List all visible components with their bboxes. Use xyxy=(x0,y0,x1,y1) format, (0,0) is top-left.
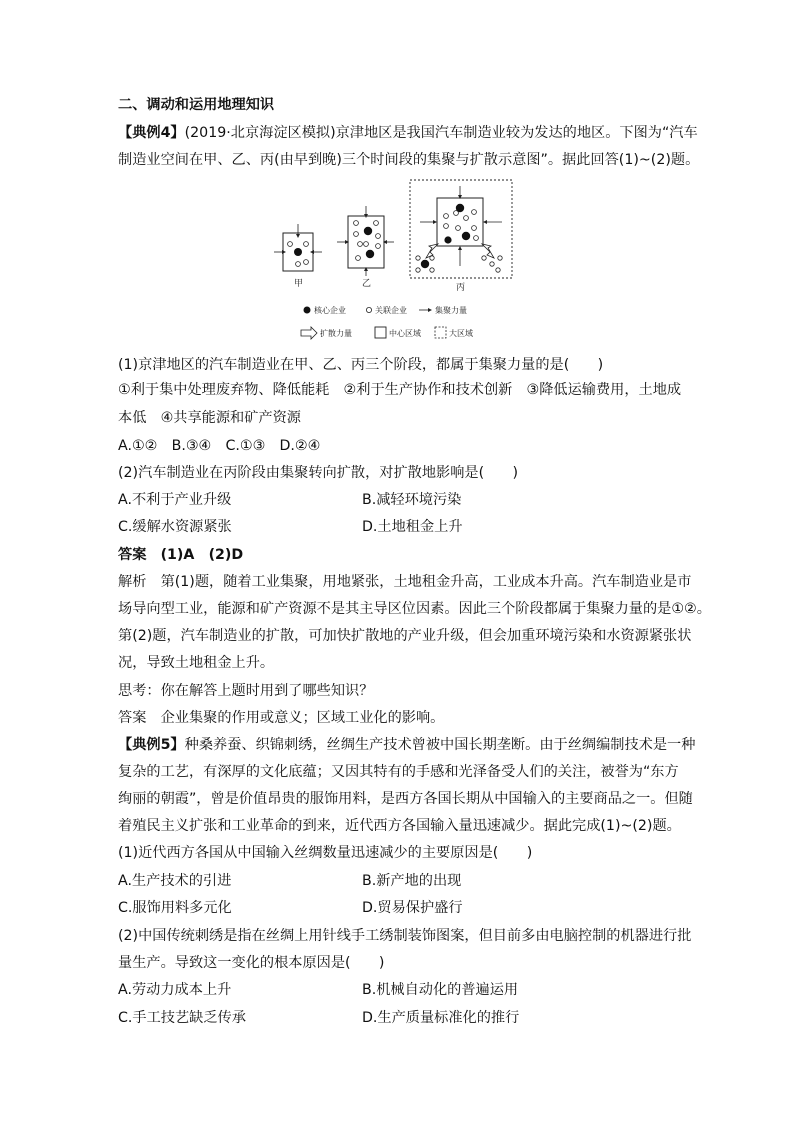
example5-question1: (1)近代西方各国从中国输入丝绸数量迅速减少的主要原因是( ) xyxy=(118,845,533,861)
example5-q1-option-a: A.生产技术的引进 xyxy=(118,873,232,889)
example5-line2: 复杂的工艺，有深厚的文化底蕴；又因其特有的手感和光泽备受人们的关注，被誉为“东方 xyxy=(118,764,679,780)
stage-label-bing: 丙 xyxy=(456,283,466,293)
example5-q2-option-d: D.生产质量标准化的推行 xyxy=(362,1010,520,1026)
stage-bing xyxy=(410,180,512,293)
think-answer: 答案 企业集聚的作用或意义；区域工业化的影响。 xyxy=(118,710,445,726)
example5-q1-option-d: D.贸易保护盛行 xyxy=(362,900,463,916)
example5-question2-line2: 量生产。导致这一变化的根本原因是( ) xyxy=(118,955,385,971)
agglomeration-diagram xyxy=(270,178,520,346)
example4-intro-line2: 制造业空间在甲、乙、丙(由早到晚)三个时间段的集聚与扩散示意图”。据此回答(1)~(2)题。 xyxy=(118,152,700,168)
example4-question2: (2)汽车制造业在丙阶段由集聚转向扩散，对扩散地影响是( ) xyxy=(118,465,519,481)
example5-intro-text: 种桑养蚕、织锦刺绣，丝绸生产技术曾被中国长期垄断。由于丝绸编制技术是一种 xyxy=(184,737,696,753)
example4-q2-option-d: D.土地租金上升 xyxy=(362,519,463,535)
stage-yi xyxy=(337,206,394,289)
example5-question2-line1: (2)中国传统刺绣是指在丝绸上用针线手工绣制装饰图案，但目前多由电脑控制的机器进行批 xyxy=(118,928,692,944)
example4-intro-text: (2019·北京海淀区模拟)京津地区是我国汽车制造业较为发达的地区。下图为“汽车 xyxy=(184,125,698,141)
example4-q2-option-c: C.缓解水资源紧张 xyxy=(118,519,232,535)
diagram-legend xyxy=(301,305,473,339)
stage-jia xyxy=(274,224,322,289)
example5-line3: 绚丽的朝霞”，曾是价值昂贵的服饰用料，是西方各国长期从中国输入的主要商品之一。但随 xyxy=(118,791,693,807)
example4-q1-options-line1: ①利于集中处理废弃物、降低能耗 ②利于生产协作和技术创新 ③降低运输费用，土地成 xyxy=(118,382,682,398)
legend-core-enterprise: 核心企业 xyxy=(314,306,346,315)
example5-q2-option-b: B.机械自动化的普遍运用 xyxy=(362,982,519,998)
example4-answer: 答案 (1)A (2)D xyxy=(118,547,244,563)
example4-q1-choices: A.①② B.③④ C.①③ D.②④ xyxy=(118,438,321,454)
legend-agglomeration-force: 集聚力量 xyxy=(435,306,467,315)
example4-analysis-line2: 场导向型工业，能源和矿产资源不是其主导区位因素。因此三个阶段都属于集聚力量的是①②。 xyxy=(118,601,711,617)
example4-analysis-line3: 第(2)题，汽车制造业的扩散，可加快扩散地的产业升级，但会加重环境污染和水资源紧张状 xyxy=(118,628,692,644)
example4-tag: 【典例4】 xyxy=(118,125,185,141)
legend-related-enterprise: 关联企业 xyxy=(375,306,407,315)
example5-q2-option-c: C.手工技艺缺乏传承 xyxy=(118,1010,246,1026)
think-question: 思考：你在解答上题时用到了哪些知识？ xyxy=(118,683,374,699)
legend-center-region: 中心区域 xyxy=(389,329,421,338)
example5-line1 xyxy=(118,735,695,755)
example4-q2-option-b: B.减轻环境污染 xyxy=(362,492,462,508)
stage-label-yi: 乙 xyxy=(362,279,372,289)
jia-core-enterprise xyxy=(294,248,302,256)
example4-intro-line1 xyxy=(118,123,698,143)
example4-analysis-line4: 况，导致土地租金上升。 xyxy=(118,655,275,671)
example4-q1-options-line2: 本低 ④共享能源和矿产资源 xyxy=(118,410,301,426)
stage-label-jia: 甲 xyxy=(294,279,304,289)
example5-q2-option-a: A.劳动力成本上升 xyxy=(118,982,232,998)
example5-q1-option-b: B.新产地的出现 xyxy=(362,873,462,889)
example5-tag: 【典例5】 xyxy=(118,737,185,753)
example4-q2-option-a: A.不利于产业升级 xyxy=(118,492,232,508)
example5-q1-option-c: C.服饰用料多元化 xyxy=(118,900,232,916)
legend-diffusion-force: 扩散力量 xyxy=(320,329,352,338)
section-title: 二、调动和运用地理知识 xyxy=(118,97,275,113)
example5-line4: 着殖民主义扩张和工业革命的到来，近代西方各国输入量迅速减少。据此完成(1)~(2)题。 xyxy=(118,818,681,834)
example4-question1: (1)京津地区的汽车制造业在甲、乙、丙三个阶段，都属于集聚力量的是( ) xyxy=(118,357,604,373)
legend-large-region: 大区域 xyxy=(449,329,473,338)
example4-analysis-line1: 解析 第(1)题，随着工业集聚，用地紧张，土地租金升高，工业成本升高。汽车制造业是市 xyxy=(118,574,692,590)
